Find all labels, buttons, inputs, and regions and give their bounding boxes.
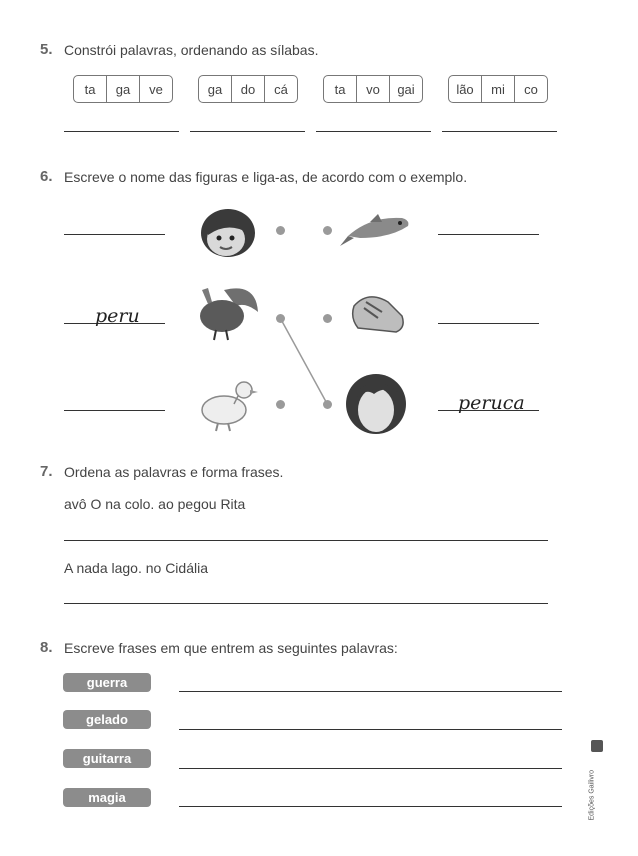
syllable: gai <box>389 76 422 102</box>
wig-icon <box>344 372 408 436</box>
answer-line[interactable] <box>179 691 562 692</box>
question-number: 7. <box>40 463 53 480</box>
syllable: ga <box>106 76 139 102</box>
connector-dot[interactable] <box>276 226 285 235</box>
answer-line[interactable] <box>190 131 305 132</box>
answer-line[interactable] <box>316 131 431 132</box>
question-number: 5. <box>40 41 53 58</box>
question-text: Ordena as palavras e forma frases. <box>64 464 284 480</box>
answer-line[interactable] <box>64 540 548 541</box>
publisher-name: Edições Gailivro <box>588 769 596 821</box>
syllable: ta <box>84 81 96 97</box>
syllable-group <box>448 75 548 103</box>
syllable: do <box>231 76 264 102</box>
answer-line[interactable] <box>64 410 165 411</box>
publisher-mark <box>585 740 605 820</box>
answer-line[interactable] <box>438 234 539 235</box>
question-text: Escreve o nome das figuras e liga-as, de acordo com o exemplo. <box>64 169 468 185</box>
shoe-icon <box>348 286 406 336</box>
example-answer-left: peru <box>95 305 140 327</box>
syllable: cá <box>264 76 297 102</box>
answer-line[interactable] <box>442 131 557 132</box>
syllable: co <box>514 76 547 102</box>
connector-dot[interactable] <box>276 314 285 323</box>
word-label: guitarra <box>63 749 151 768</box>
connector-dot[interactable] <box>323 400 332 409</box>
turkey-icon <box>196 282 260 342</box>
connector-dot[interactable] <box>276 400 285 409</box>
question-number: 6. <box>40 168 53 185</box>
syllable: vo <box>356 76 389 102</box>
girl-face-icon <box>198 205 258 260</box>
syllable: lão <box>456 81 474 97</box>
connector-dot[interactable] <box>323 314 332 323</box>
answer-line[interactable] <box>64 603 548 604</box>
connector-dot[interactable] <box>323 226 332 235</box>
answer-line[interactable] <box>179 729 562 730</box>
jumbled-sentence: avô O na colo. ao pegou Rita <box>64 496 246 512</box>
fish-icon <box>340 208 412 250</box>
answer-line[interactable] <box>179 768 562 769</box>
jumbled-sentence: A nada lago. no Cidália <box>64 560 208 576</box>
question-text: Constrói palavras, ordenando as sílabas. <box>64 42 319 58</box>
word-label: guerra <box>63 673 151 692</box>
publisher-logo-icon <box>591 740 603 752</box>
answer-line[interactable] <box>64 234 165 235</box>
word-label: gelado <box>63 710 151 729</box>
syllable: ve <box>139 76 172 102</box>
syllable: mi <box>481 76 514 102</box>
syllable-group <box>73 75 173 103</box>
example-answer-right: peruca <box>458 392 525 414</box>
word-label: magia <box>63 788 151 807</box>
syllable: ta <box>334 81 346 97</box>
duck-icon <box>198 376 260 432</box>
syllable-group <box>198 75 298 103</box>
answer-line[interactable] <box>179 806 562 807</box>
syllable: ga <box>207 81 223 97</box>
question-number: 8. <box>40 639 53 656</box>
answer-line[interactable] <box>64 131 179 132</box>
syllable-group <box>323 75 423 103</box>
question-text: Escreve frases em que entrem as seguintes palavras: <box>64 640 398 656</box>
answer-line[interactable] <box>438 323 539 324</box>
